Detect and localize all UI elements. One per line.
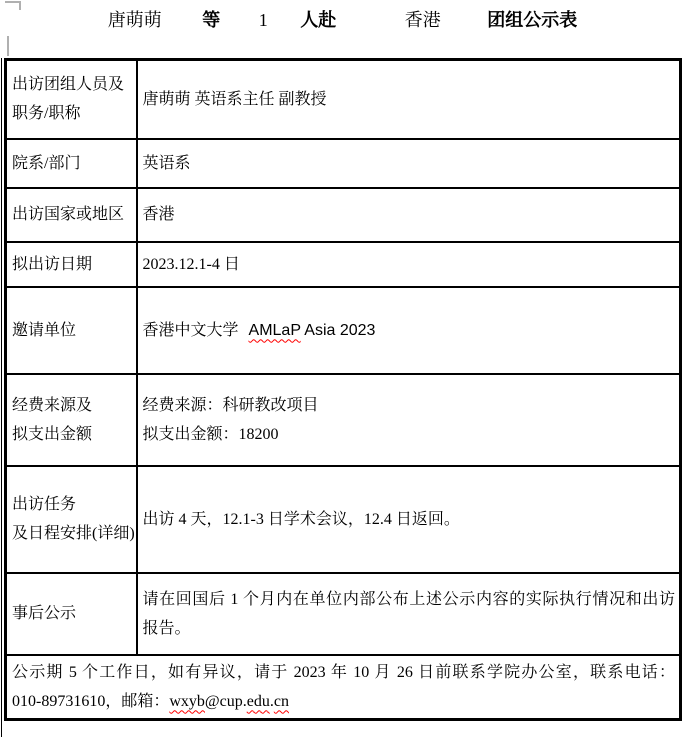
delegation-label-cell xyxy=(6,60,137,139)
title-person-count: 1 xyxy=(258,10,268,30)
text-boundary-mark xyxy=(7,36,9,56)
inviter-label-cell xyxy=(6,287,137,374)
inviter-value-cell xyxy=(137,287,681,374)
document-title xyxy=(0,8,685,32)
contact-email xyxy=(169,693,289,710)
department-label-cell xyxy=(6,139,137,188)
email-tld2-part: cn xyxy=(273,692,289,710)
title-ren-fu: 人赴 xyxy=(300,10,337,30)
post-publicity-value-line2: 报告。 xyxy=(142,619,191,637)
department-label: 院系/部门 xyxy=(12,154,81,172)
table-row-department xyxy=(6,139,681,188)
title-person-name: 唐萌萌 xyxy=(107,10,162,30)
delegation-value-cell xyxy=(137,60,681,139)
email-domain-part: @cup. xyxy=(204,692,247,710)
inviter-value-misspelled-word: AMLaP xyxy=(248,321,301,339)
dates-value: 2023.12.1-4 日 xyxy=(142,255,240,273)
funding-source: 经费来源：科研教改项目 xyxy=(142,396,319,414)
footer-notice-line2 xyxy=(12,687,675,716)
title-form-name: 团组公示表 xyxy=(487,10,578,30)
title-destination: 香港 xyxy=(404,10,441,30)
funding-label-line1: 经费来源及 xyxy=(12,396,93,414)
table-row-destination xyxy=(6,188,681,242)
footer-notice-cell xyxy=(6,655,681,720)
footer-notice-line1: 公示期 5 个工作日，如有异议，请于 2023 年 10 月 26 日前联系学院办公室，联系电话： xyxy=(12,663,675,681)
table-row-funding xyxy=(6,374,681,466)
post-publicity-value-line1: 请在回国后 1 个月内在单位内部公布上述公示内容的实际执行情况和出访 xyxy=(142,590,675,608)
table-row-delegation xyxy=(6,60,681,139)
destination-label-cell xyxy=(6,188,137,242)
table-row-footer-notice xyxy=(6,655,681,720)
inviter-value-prefix: 香港中文大学 xyxy=(142,321,243,339)
table-row-inviter xyxy=(6,287,681,374)
tasks-value-cell xyxy=(137,466,681,573)
tasks-label-line2: 及日程安排(详细) xyxy=(12,525,135,542)
post-publicity-label-cell xyxy=(6,573,137,655)
dates-label: 拟出访日期 xyxy=(12,255,93,273)
tasks-label-line1: 出访任务 xyxy=(12,496,77,513)
delegation-label-line2: 职务/职称 xyxy=(12,105,81,123)
funding-value-cell xyxy=(137,374,681,466)
inviter-label: 邀请单位 xyxy=(12,321,77,339)
funding-label-cell xyxy=(6,374,137,466)
funding-amount: 拟支出金额：18200 xyxy=(142,425,279,443)
table-row-tasks xyxy=(6,466,681,573)
department-value: 英语系 xyxy=(142,154,191,172)
post-publicity-label: 事后公示 xyxy=(12,605,77,622)
dates-label-cell xyxy=(6,242,137,287)
post-publicity-value-cell xyxy=(137,573,681,655)
inviter-value-suffix: Asia 2023 xyxy=(300,321,376,339)
dates-value-cell xyxy=(137,242,681,287)
table-row-dates xyxy=(6,242,681,287)
funding-label-line2: 拟支出金额 xyxy=(12,425,93,443)
department-value-cell xyxy=(137,139,681,188)
page-edge-line xyxy=(1,58,2,737)
email-user-part: wxyb xyxy=(169,692,205,710)
destination-label: 出访国家或地区 xyxy=(12,206,125,223)
publicity-form-table xyxy=(4,58,682,721)
email-tld1-part: edu xyxy=(246,692,270,710)
table-row-post-publicity xyxy=(6,573,681,655)
destination-value-cell xyxy=(137,188,681,242)
email-dot: . xyxy=(269,692,274,710)
tasks-label-cell xyxy=(6,466,137,573)
delegation-label-line1: 出访团组人员及 xyxy=(12,76,125,94)
tasks-value: 出访 4 天，12.1-3 日学术会议，12.4 日返回。 xyxy=(142,510,460,528)
footer-contact-prefix: 010-89731610，邮箱： xyxy=(12,692,170,710)
title-deng: 等 xyxy=(202,10,221,30)
destination-value: 香港 xyxy=(142,206,175,223)
delegation-value: 唐萌萌 英语系主任 副教授 xyxy=(142,90,327,108)
